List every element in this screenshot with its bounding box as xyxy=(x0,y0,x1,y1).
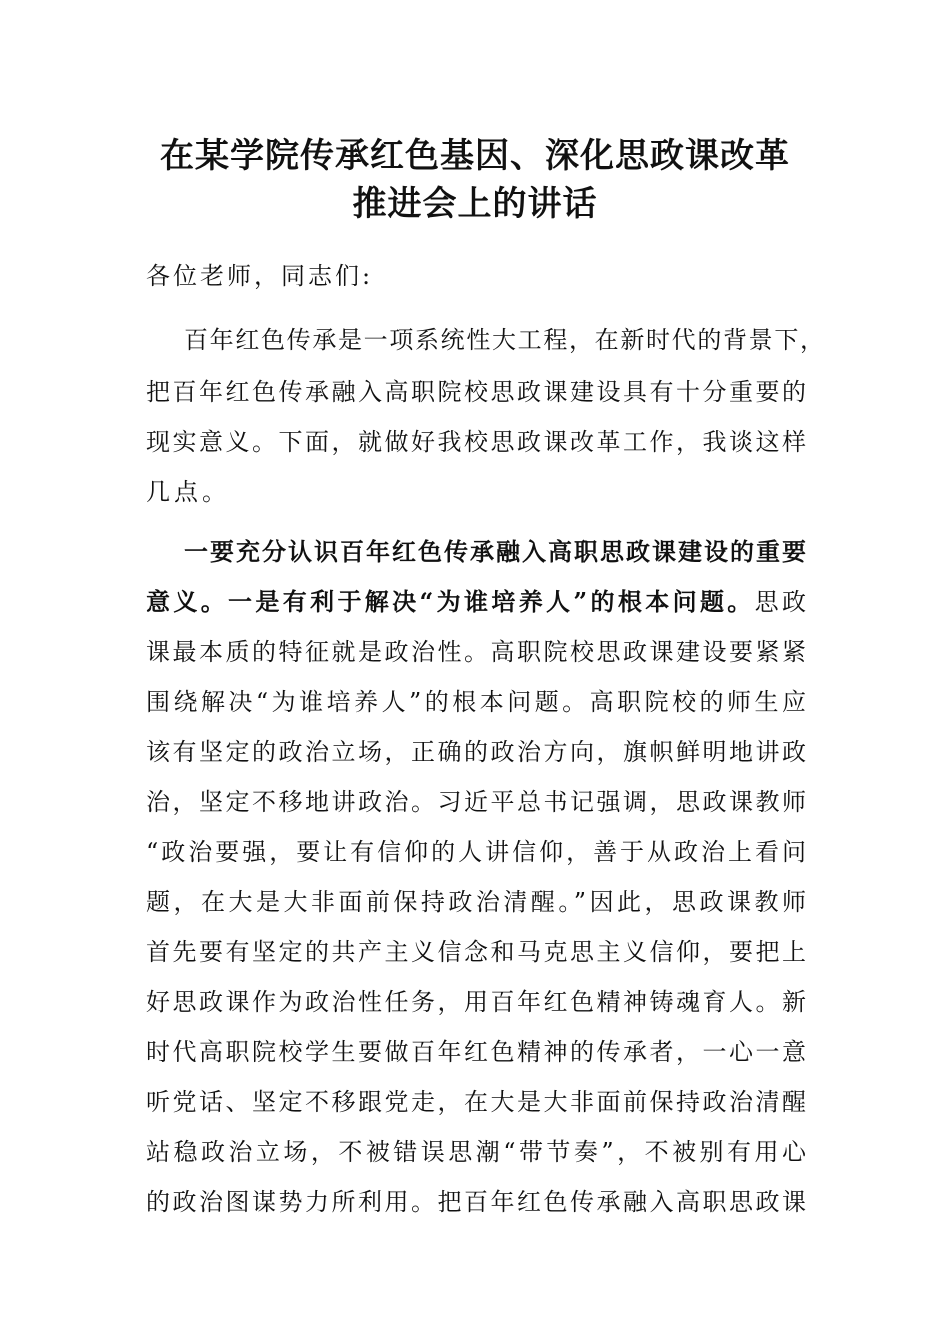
section1-body-line-7: 首先要有坚定的共产主义信念和马克思主义信仰，要把上 xyxy=(146,938,806,966)
section1-body-line-8: 好思政课作为政治性任务，用百年红色精神铸魂育人。新 xyxy=(146,988,806,1016)
section1-body-line-2: 围绕解决“为谁培养人”的根本问题。高职院校的师生应 xyxy=(146,688,806,716)
section1-body-line-6: 题，在大是大非面前保持政治清醒。”因此，思政课教师 xyxy=(146,888,806,916)
section1-body-line-11: 站稳政治立场，不被错误思潮“带节奏”，不被别有用心 xyxy=(146,1138,806,1166)
section1-heading-line-1: 一要充分认识百年红色传承融入高职思政课建设的重要 xyxy=(184,537,806,566)
document-title-line-1: 在某学院传承红色基因、深化思政课改革 xyxy=(160,136,790,176)
section1-heading-bold-text: 意义。一是有利于解决“为谁培养人”的根本问题。 xyxy=(146,587,755,616)
section1-body-line-4: 治，坚定不移地讲政治。习近平总书记强调，思政课教师 xyxy=(146,788,806,816)
section1-heading-line-2 xyxy=(146,582,806,617)
section1-heading-rest-text: 思政 xyxy=(754,588,807,616)
intro-line-4: 几点。 xyxy=(146,478,230,506)
section1-body-line-1: 课最本质的特征就是政治性。高职院校思政课建设要紧紧 xyxy=(146,638,806,666)
section1-body-line-3: 该有坚定的政治立场，正确的政治方向，旗帜鲜明地讲政 xyxy=(146,738,806,766)
section1-body-line-9: 时代高职院校学生要做百年红色精神的传承者，一心一意 xyxy=(146,1038,806,1066)
document-title-line-2: 推进会上的讲话 xyxy=(352,184,598,224)
salutation: 各位老师，同志们: xyxy=(146,262,374,290)
section1-body-line-10: 听党话、坚定不移跟党走，在大是大非面前保持政治清醒 xyxy=(146,1088,806,1116)
section1-body-line-5: “政治要强，要让有信仰的人讲信仰，善于从政治上看问 xyxy=(146,838,806,866)
intro-line-2: 把百年红色传承融入高职院校思政课建设具有十分重要的 xyxy=(146,378,806,406)
section1-body-line-12: 的政治图谋势力所利用。把百年红色传承融入高职思政课 xyxy=(146,1188,806,1216)
intro-line-3: 现实意义。下面，就做好我校思政课改革工作，我谈这样 xyxy=(146,428,806,456)
intro-line-1: 百年红色传承是一项系统性大工程，在新时代的背景下， xyxy=(184,326,824,354)
